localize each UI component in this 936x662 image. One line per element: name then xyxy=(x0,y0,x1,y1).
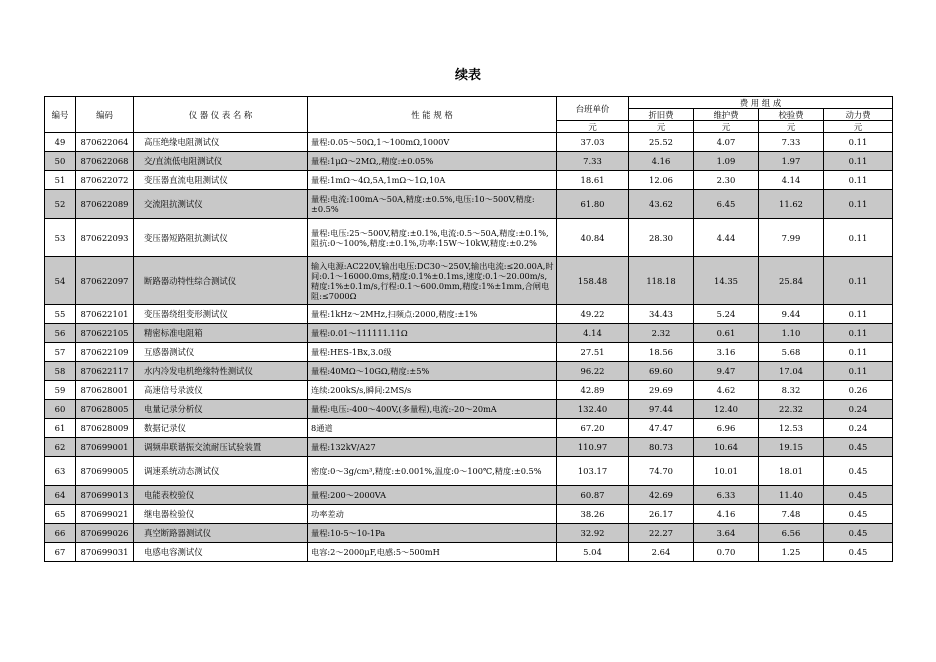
row-no: 58 xyxy=(45,362,76,381)
row-calibration: 19.15 xyxy=(759,438,824,457)
row-maintenance: 5.24 xyxy=(694,305,759,324)
row-maintenance: 6.96 xyxy=(694,419,759,438)
row-rate: 60.87 xyxy=(557,486,629,505)
row-maintenance: 9.47 xyxy=(694,362,759,381)
row-spec: 8通道 xyxy=(308,419,557,438)
row-no: 67 xyxy=(45,543,76,562)
row-name: 电感电容测试仪 xyxy=(134,543,308,562)
row-spec: 量程:HES-1Bx,3.0级 xyxy=(308,343,557,362)
row-depreciation: 42.69 xyxy=(629,486,694,505)
row-name: 电量记录分析仪 xyxy=(134,400,308,419)
row-power: 0.11 xyxy=(824,324,893,343)
row-depreciation: 4.16 xyxy=(629,152,694,171)
row-name: 高压绝缘电阻测试仪 xyxy=(134,133,308,152)
row-code: 870699021 xyxy=(76,505,134,524)
row-rate: 27.51 xyxy=(557,343,629,362)
row-name: 精密标准电阻箱 xyxy=(134,324,308,343)
row-depreciation: 22.27 xyxy=(629,524,694,543)
row-calibration: 25.84 xyxy=(759,257,824,305)
row-rate: 42.89 xyxy=(557,381,629,400)
unit-maintenance: 元 xyxy=(694,121,759,133)
row-depreciation: 47.47 xyxy=(629,419,694,438)
row-name: 变压器直流电阻测试仪 xyxy=(134,171,308,190)
table-row xyxy=(45,257,893,305)
row-name: 继电器检验仪 xyxy=(134,505,308,524)
row-code: 870699031 xyxy=(76,543,134,562)
row-rate: 18.61 xyxy=(557,171,629,190)
row-spec: 电容:2～2000μF,电感:5～500mH xyxy=(308,543,557,562)
row-calibration: 7.48 xyxy=(759,505,824,524)
row-no: 54 xyxy=(45,257,76,305)
row-no: 66 xyxy=(45,524,76,543)
row-power: 0.45 xyxy=(824,524,893,543)
header-power: 动力费 xyxy=(824,109,893,121)
row-rate: 7.33 xyxy=(557,152,629,171)
instrument-cost-table xyxy=(44,96,893,562)
row-name: 数据记录仪 xyxy=(134,419,308,438)
row-no: 62 xyxy=(45,438,76,457)
row-calibration: 1.25 xyxy=(759,543,824,562)
row-name: 调速系统动态测试仪 xyxy=(134,457,308,486)
row-code: 870699005 xyxy=(76,457,134,486)
row-name: 电能表校验仪 xyxy=(134,486,308,505)
row-calibration: 9.44 xyxy=(759,305,824,324)
unit-depreciation: 元 xyxy=(629,121,694,133)
row-code: 870699013 xyxy=(76,486,134,505)
header-spec: 性 能 规 格 xyxy=(308,97,557,133)
row-name: 调频串联谐振交流耐压试验装置 xyxy=(134,438,308,457)
header-code: 编码 xyxy=(76,97,134,133)
row-depreciation: 25.52 xyxy=(629,133,694,152)
row-rate: 96.22 xyxy=(557,362,629,381)
row-no: 61 xyxy=(45,419,76,438)
row-depreciation: 69.60 xyxy=(629,362,694,381)
row-name: 水内冷发电机绝缘特性测试仪 xyxy=(134,362,308,381)
row-code: 870622101 xyxy=(76,305,134,324)
row-depreciation: 12.06 xyxy=(629,171,694,190)
row-power: 0.45 xyxy=(824,505,893,524)
table-body xyxy=(45,133,893,562)
row-name: 变压器绕组变形测试仪 xyxy=(134,305,308,324)
header-depreciation: 折旧费 xyxy=(629,109,694,121)
table-row xyxy=(45,133,893,152)
table-row xyxy=(45,171,893,190)
row-calibration: 5.68 xyxy=(759,343,824,362)
row-maintenance: 14.35 xyxy=(694,257,759,305)
row-code: 870699001 xyxy=(76,438,134,457)
row-code: 870622117 xyxy=(76,362,134,381)
row-spec: 密度:0～3g/cm³,精度:±0.001%,温度:0～100℃,精度:±0.5% xyxy=(308,457,557,486)
row-maintenance: 3.16 xyxy=(694,343,759,362)
table-row xyxy=(45,400,893,419)
row-no: 49 xyxy=(45,133,76,152)
row-name: 变压器短路阻抗测试仪 xyxy=(134,219,308,257)
row-spec: 量程:电压:25～500V,精度:±0.1%,电流:0.5～50A,精度:±0.1%,阻抗:0～100%,精度:±0.1%,功率:15W～10kW,精度:±0.2% xyxy=(308,219,557,257)
row-no: 52 xyxy=(45,190,76,219)
row-depreciation: 2.64 xyxy=(629,543,694,562)
row-rate: 103.17 xyxy=(557,457,629,486)
row-no: 57 xyxy=(45,343,76,362)
row-depreciation: 26.17 xyxy=(629,505,694,524)
row-power: 0.26 xyxy=(824,381,893,400)
row-maintenance: 3.64 xyxy=(694,524,759,543)
table-row xyxy=(45,190,893,219)
table-row xyxy=(45,486,893,505)
table-row xyxy=(45,381,893,400)
header-cost-group: 费 用 组 成 xyxy=(629,97,893,109)
row-code: 870622064 xyxy=(76,133,134,152)
row-no: 56 xyxy=(45,324,76,343)
row-power: 0.11 xyxy=(824,152,893,171)
row-depreciation: 2.32 xyxy=(629,324,694,343)
row-code: 870622109 xyxy=(76,343,134,362)
row-code: 870622105 xyxy=(76,324,134,343)
row-code: 870699026 xyxy=(76,524,134,543)
header-maintenance: 维护费 xyxy=(694,109,759,121)
row-no: 60 xyxy=(45,400,76,419)
row-maintenance: 6.33 xyxy=(694,486,759,505)
table-row xyxy=(45,457,893,486)
row-code: 870628001 xyxy=(76,381,134,400)
row-maintenance: 0.70 xyxy=(694,543,759,562)
row-maintenance: 1.09 xyxy=(694,152,759,171)
table-row xyxy=(45,362,893,381)
row-calibration: 22.32 xyxy=(759,400,824,419)
unit-power: 元 xyxy=(824,121,893,133)
row-maintenance: 4.44 xyxy=(694,219,759,257)
row-rate: 158.48 xyxy=(557,257,629,305)
row-depreciation: 28.30 xyxy=(629,219,694,257)
row-rate: 32.92 xyxy=(557,524,629,543)
table-row xyxy=(45,505,893,524)
header-no: 编号 xyxy=(45,97,76,133)
row-rate: 37.03 xyxy=(557,133,629,152)
row-power: 0.45 xyxy=(824,543,893,562)
row-maintenance: 2.30 xyxy=(694,171,759,190)
row-calibration: 8.32 xyxy=(759,381,824,400)
table-row xyxy=(45,305,893,324)
row-calibration: 4.14 xyxy=(759,171,824,190)
row-name: 交流阻抗测试仪 xyxy=(134,190,308,219)
row-no: 55 xyxy=(45,305,76,324)
row-spec: 量程:10-5～10-1Pa xyxy=(308,524,557,543)
row-rate: 49.22 xyxy=(557,305,629,324)
row-spec: 量程:132kV/A27 xyxy=(308,438,557,457)
row-rate: 132.40 xyxy=(557,400,629,419)
row-name: 高速信号录波仪 xyxy=(134,381,308,400)
row-spec: 量程:电压:-400～400V,(多量程),电流:-20～20mA xyxy=(308,400,557,419)
row-power: 0.11 xyxy=(824,219,893,257)
table-row xyxy=(45,419,893,438)
table-row xyxy=(45,543,893,562)
row-no: 65 xyxy=(45,505,76,524)
row-power: 0.11 xyxy=(824,305,893,324)
row-code: 870622097 xyxy=(76,257,134,305)
row-rate: 38.26 xyxy=(557,505,629,524)
row-maintenance: 4.62 xyxy=(694,381,759,400)
row-name: 真空断路器测试仪 xyxy=(134,524,308,543)
row-spec: 输入电源:AC220V,输出电压:DC30～250V,输出电流:≤20.00A,时间:0.1～16000.0ms,精度:0.1%±0.1ms,速度:0.1～20.00m/s,精度:1%±0.1m/s,行程:0.1～600.0mm,精度:1%±1mm,合闸电阻:≤7000Ω xyxy=(308,257,557,305)
row-power: 0.24 xyxy=(824,419,893,438)
row-calibration: 17.04 xyxy=(759,362,824,381)
row-rate: 4.14 xyxy=(557,324,629,343)
row-calibration: 18.01 xyxy=(759,457,824,486)
row-power: 0.45 xyxy=(824,457,893,486)
row-calibration: 1.10 xyxy=(759,324,824,343)
row-power: 0.11 xyxy=(824,171,893,190)
row-power: 0.11 xyxy=(824,190,893,219)
row-rate: 110.97 xyxy=(557,438,629,457)
row-spec: 连续:200kS/s,瞬间:2MS/s xyxy=(308,381,557,400)
row-no: 51 xyxy=(45,171,76,190)
table-row xyxy=(45,324,893,343)
row-depreciation: 29.69 xyxy=(629,381,694,400)
row-power: 0.11 xyxy=(824,343,893,362)
row-code: 870622072 xyxy=(76,171,134,190)
row-power: 0.11 xyxy=(824,362,893,381)
row-power: 0.11 xyxy=(824,133,893,152)
row-code: 870622068 xyxy=(76,152,134,171)
row-maintenance: 10.64 xyxy=(694,438,759,457)
header-name: 仪 器 仪 表 名 称 xyxy=(134,97,308,133)
row-depreciation: 18.56 xyxy=(629,343,694,362)
table-row xyxy=(45,152,893,171)
row-maintenance: 4.16 xyxy=(694,505,759,524)
row-depreciation: 74.70 xyxy=(629,457,694,486)
row-no: 64 xyxy=(45,486,76,505)
row-rate: 67.20 xyxy=(557,419,629,438)
row-code: 870628005 xyxy=(76,400,134,419)
row-spec: 量程:40MΩ～10GΩ,精度:±5% xyxy=(308,362,557,381)
row-calibration: 6.56 xyxy=(759,524,824,543)
row-maintenance: 10.01 xyxy=(694,457,759,486)
row-depreciation: 80.73 xyxy=(629,438,694,457)
row-depreciation: 43.62 xyxy=(629,190,694,219)
row-spec: 量程:200～2000VA xyxy=(308,486,557,505)
row-calibration: 7.99 xyxy=(759,219,824,257)
header-rate: 台班单价 xyxy=(557,97,629,121)
table-row xyxy=(45,438,893,457)
row-calibration: 7.33 xyxy=(759,133,824,152)
row-code: 870622089 xyxy=(76,190,134,219)
row-calibration: 1.97 xyxy=(759,152,824,171)
row-calibration: 12.53 xyxy=(759,419,824,438)
row-name: 交/直流低电阻测试仪 xyxy=(134,152,308,171)
row-no: 63 xyxy=(45,457,76,486)
row-power: 0.45 xyxy=(824,438,893,457)
row-rate: 5.04 xyxy=(557,543,629,562)
row-maintenance: 12.40 xyxy=(694,400,759,419)
row-rate: 61.80 xyxy=(557,190,629,219)
row-depreciation: 34.43 xyxy=(629,305,694,324)
row-code: 870622093 xyxy=(76,219,134,257)
row-maintenance: 4.07 xyxy=(694,133,759,152)
row-depreciation: 118.18 xyxy=(629,257,694,305)
row-rate: 40.84 xyxy=(557,219,629,257)
row-spec: 量程:0.01～111111.11Ω xyxy=(308,324,557,343)
row-name: 断路器动特性综合测试仪 xyxy=(134,257,308,305)
row-spec: 量程:1kHz～2MHz,扫频点:2000,精度:±1% xyxy=(308,305,557,324)
row-calibration: 11.62 xyxy=(759,190,824,219)
row-maintenance: 0.61 xyxy=(694,324,759,343)
row-no: 53 xyxy=(45,219,76,257)
row-spec: 功率差动 xyxy=(308,505,557,524)
row-name: 互感器测试仪 xyxy=(134,343,308,362)
unit-rate: 元 xyxy=(557,121,629,133)
row-power: 0.11 xyxy=(824,257,893,305)
row-spec: 量程:1mΩ～4Ω,5A,1mΩ～1Ω,10A xyxy=(308,171,557,190)
row-depreciation: 97.44 xyxy=(629,400,694,419)
row-power: 0.45 xyxy=(824,486,893,505)
table-row xyxy=(45,219,893,257)
table-row xyxy=(45,343,893,362)
row-maintenance: 6.45 xyxy=(694,190,759,219)
row-calibration: 11.40 xyxy=(759,486,824,505)
unit-calibration: 元 xyxy=(759,121,824,133)
header-calibration: 校验费 xyxy=(759,109,824,121)
row-spec: 量程:0.05～50Ω,1～100mΩ,1000V xyxy=(308,133,557,152)
table-row xyxy=(45,524,893,543)
page-title: 续表 xyxy=(454,68,481,83)
row-spec: 量程:电流:100mA～50A,精度:±0.5%,电压:10～500V,精度:±0.5% xyxy=(308,190,557,219)
row-code: 870628009 xyxy=(76,419,134,438)
row-spec: 量程:1μΩ～2MΩ,,精度:±0.05% xyxy=(308,152,557,171)
row-power: 0.24 xyxy=(824,400,893,419)
row-no: 59 xyxy=(45,381,76,400)
row-no: 50 xyxy=(45,152,76,171)
